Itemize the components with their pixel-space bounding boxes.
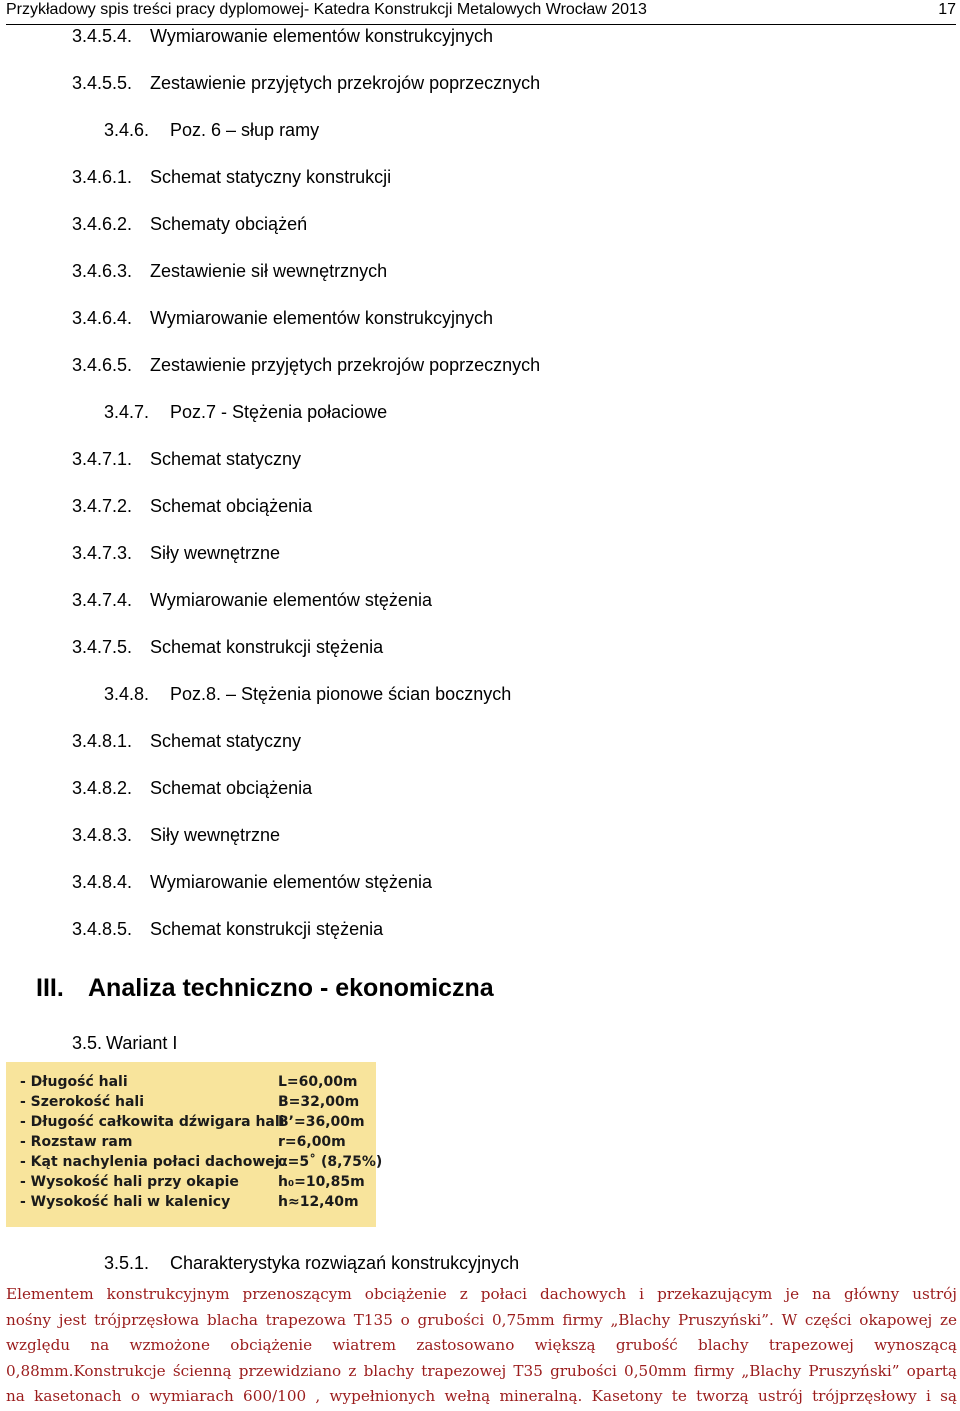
toc-entry — [72, 823, 281, 847]
subsection-heading — [104, 1251, 520, 1275]
parameter-label: - Długość hali — [20, 1074, 128, 1090]
toc-label: Wymiarowanie elementów konstrukcyjnych — [150, 308, 493, 328]
subsection-label: Charakterystyka rozwiązań konstrukcyjnych — [170, 1253, 520, 1273]
toc-label: Schematy obciążeń — [150, 214, 308, 234]
toc-number: 3.4.7.3. — [72, 543, 133, 563]
parameter-row — [6, 1192, 376, 1212]
part-roman-numeral: III. — [36, 974, 64, 1002]
body-line: nośny jest trójprzęsłowa blacha trapezowa T135 o grubości 0,75mm firmy „Blachy Pruszyński”. W części okapowej ze — [6, 1310, 957, 1329]
toc-entry — [72, 541, 281, 565]
toc-number: 3.4.8.2. — [72, 778, 133, 798]
parameter-label: - Rozstaw ram — [20, 1134, 133, 1150]
body-line: na kasetonach o wymiarach 600/100 , wypełnionych wełną mineralną. Kasetony te tworzą ustrój trójprzęsłowy i są — [6, 1387, 957, 1406]
body-line: względu na wzmożone obciążenie wiatrem zastosowano większą grubość blachy trapezowej wynoszącą — [6, 1336, 957, 1355]
toc-entry — [104, 682, 512, 706]
toc-entry — [72, 729, 302, 753]
part-title: Analiza techniczno - ekonomiczna — [88, 974, 494, 1002]
parameter-label: - Wysokość hali przy okapie — [20, 1174, 239, 1190]
toc-number: 3.4.8.5. — [72, 919, 133, 939]
toc-number: 3.4.5.4. — [72, 26, 133, 46]
parameter-row — [6, 1152, 383, 1172]
variant-number: 3.5. — [72, 1033, 103, 1053]
parameter-label: - Długość całkowita dźwigara hali — [20, 1114, 285, 1130]
toc-number: 3.4.8.1. — [72, 731, 133, 751]
toc-entry — [72, 776, 313, 800]
toc-entry — [72, 306, 493, 330]
toc-number: 3.4.6. — [104, 120, 150, 140]
toc-entry — [72, 71, 541, 95]
toc-number: 3.4.8.3. — [72, 825, 133, 845]
toc-entry — [104, 118, 320, 142]
toc-entry — [72, 259, 388, 283]
page-number: 17 — [938, 1, 956, 18]
toc-entry — [72, 870, 432, 894]
subsection-number: 3.5.1. — [104, 1253, 150, 1273]
toc-number: 3.4.6.4. — [72, 308, 133, 328]
toc-number: 3.4.6.3. — [72, 261, 133, 281]
body-line: Elementem konstrukcyjnym przenoszącym obciążenie z połaci dachowych i przekazującym je na główny ustrój — [6, 1285, 957, 1303]
toc-entry — [104, 400, 388, 424]
parameter-value: α=5˚ (8,75%) — [278, 1154, 383, 1170]
toc-label: Schemat konstrukcji stężenia — [150, 919, 384, 939]
parameter-label: - Wysokość hali w kalenicy — [20, 1194, 231, 1210]
toc-entry — [72, 588, 432, 612]
toc-number: 3.4.7.2. — [72, 496, 133, 516]
hall-parameters-box — [6, 1062, 383, 1227]
toc-entry — [72, 494, 313, 518]
parameter-value: B’=36,00m — [278, 1114, 365, 1130]
parameter-row — [6, 1132, 376, 1152]
toc-entry — [72, 917, 384, 941]
toc-entry — [72, 353, 541, 377]
toc-entry — [72, 635, 384, 659]
toc-label: Poz.7 - Stężenia połaciowe — [170, 402, 388, 422]
parameter-row — [6, 1112, 376, 1132]
parameter-value: L=60,00m — [278, 1074, 358, 1090]
parameter-value: r=6,00m — [278, 1134, 346, 1150]
variant-heading — [72, 1031, 177, 1055]
toc-number: 3.4.8.4. — [72, 872, 133, 892]
toc-label: Wymiarowanie elementów stężenia — [150, 590, 432, 610]
toc-label: Schemat statyczny konstrukcji — [150, 167, 392, 187]
toc-number: 3.4.7.1. — [72, 449, 133, 469]
toc-label: Zestawienie przyjętych przekrojów poprzecznych — [150, 73, 541, 93]
toc-number: 3.4.6.2. — [72, 214, 133, 234]
toc-label: Schemat konstrukcji stężenia — [150, 637, 384, 657]
toc-number: 3.4.7.5. — [72, 637, 133, 657]
parameter-value: B=32,00m — [278, 1094, 360, 1110]
toc-entry — [72, 212, 308, 236]
toc-label: Poz.8. – Stężenia pionowe ścian bocznych — [170, 684, 512, 704]
parameter-label: - Szerokość hali — [20, 1094, 145, 1110]
toc-label: Wymiarowanie elementów stężenia — [150, 872, 432, 892]
parameter-row — [6, 1072, 376, 1092]
toc-label: Schemat statyczny — [150, 449, 302, 469]
toc-entry — [72, 24, 493, 48]
toc-label: Schemat obciążenia — [150, 496, 313, 516]
variant-label: Wariant I — [106, 1033, 178, 1053]
parameter-value: h≈12,40m — [278, 1194, 359, 1210]
toc-label: Schemat statyczny — [150, 731, 302, 751]
toc-label: Zestawienie przyjętych przekrojów poprzecznych — [150, 355, 541, 375]
toc-label: Siły wewnętrzne — [150, 825, 281, 845]
toc-label: Schemat obciążenia — [150, 778, 313, 798]
toc-entry — [72, 165, 392, 189]
toc-label: Wymiarowanie elementów konstrukcyjnych — [150, 26, 493, 46]
toc-entry — [72, 447, 302, 471]
toc-label: Poz. 6 – słup ramy — [170, 120, 320, 140]
toc-number: 3.4.5.5. — [72, 73, 133, 93]
header-title: Przykładowy spis treści pracy dyplomowej- Katedra Konstrukcji Metalowych Wrocław 2013 — [6, 1, 647, 18]
parameter-row — [6, 1172, 376, 1192]
page-header — [6, 0, 956, 25]
parameter-value: h₀=10,85m — [278, 1174, 365, 1190]
parameter-label: - Kąt nachylenia połaci dachowej — [20, 1154, 280, 1170]
part-heading — [36, 972, 494, 1004]
toc-label: Zestawienie sił wewnętrznych — [150, 261, 388, 281]
toc-number: 3.4.6.1. — [72, 167, 133, 187]
body-paragraph — [6, 1282, 957, 1410]
parameter-row — [6, 1092, 376, 1112]
toc-number: 3.4.8. — [104, 684, 150, 704]
toc-number: 3.4.7. — [104, 402, 150, 422]
toc-number: 3.4.7.4. — [72, 590, 133, 610]
toc-number: 3.4.6.5. — [72, 355, 133, 375]
toc-label: Siły wewnętrzne — [150, 543, 281, 563]
body-line: 0,88mm.Konstrukcje ścienną przewidziano z blachy trapezowej T35 grubości 0,50mm firmy „Blachy Pruszyński” opartą — [6, 1361, 957, 1380]
